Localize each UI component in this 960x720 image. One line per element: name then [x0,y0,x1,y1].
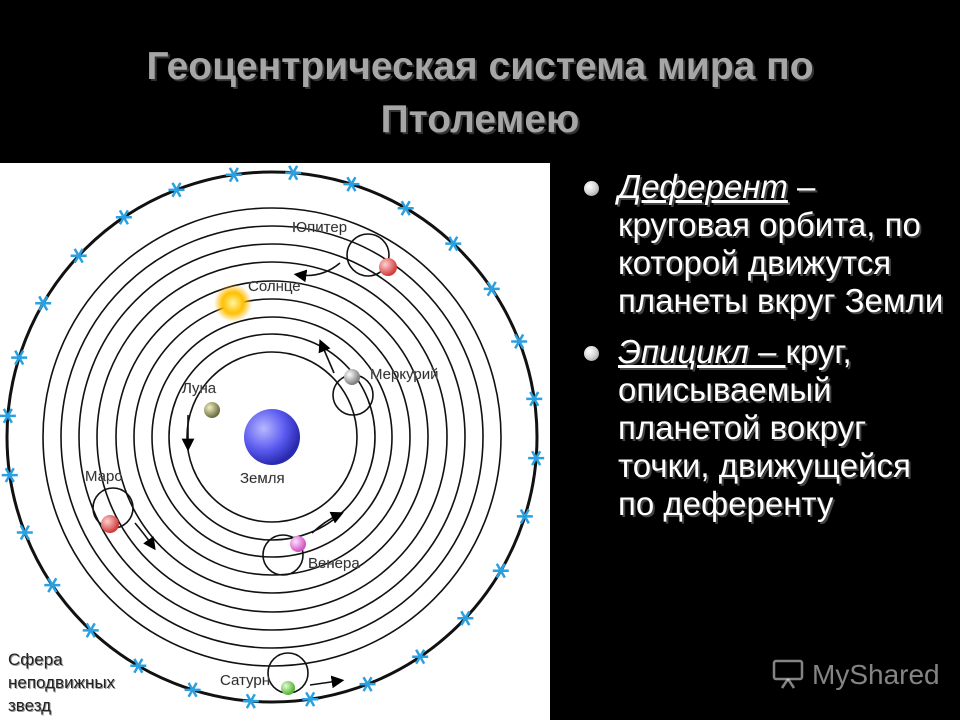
moon-body [204,402,220,418]
bullet-icon [584,181,599,196]
saturn-label: Сатурн [220,672,271,689]
jupiter-label: Юпитер [292,219,348,236]
star-icon [226,168,242,182]
star-icon [493,564,509,578]
star-icon [360,677,376,691]
mars-label: Марс [85,468,122,485]
orbit-diagram-svg [0,163,550,720]
earth-planet [244,409,300,465]
watermark [770,655,950,695]
star-icon [511,335,527,349]
slide-title-line-1: Геоцентрическая система мира по [146,45,814,88]
definition-list [578,168,950,536]
slide-title-line-2: Птолемею [380,98,580,141]
list-item-epicycle [578,333,950,523]
sun-label: Солнце [248,278,301,295]
sun-body [214,284,252,322]
venus-planet [290,536,306,552]
definition-epicycle: круг, описываемый планетой вокруг точки, движущейся по деференту [618,333,911,522]
star-icon [302,692,318,706]
sphere-label-line-2: неподвижных [8,673,116,692]
sphere-label-line-1: Сфера [8,650,63,669]
venus-arrow [312,515,338,533]
star-icon [44,578,60,592]
star-icon [343,177,359,191]
star-icon [484,282,500,296]
moon-label: Луна [182,380,217,397]
star-icon [185,683,201,697]
geocentric-diagram [0,163,550,720]
earth-label: Земля [240,470,285,487]
mercury-planet [344,369,360,385]
star-icon [285,166,301,180]
jupiter-planet [379,258,397,276]
term-deferent: Деферент [618,168,788,205]
sphere-label-line-3: звезд [8,696,52,715]
saturn-arrow [310,681,338,685]
slide-title [0,40,960,146]
mercury-label: Меркурий [370,366,439,383]
term-epicycle: Эпицикл – [618,333,786,370]
fixed-star-sphere-label [8,648,115,717]
star-icon [243,694,259,708]
venus-label: Венера [308,555,360,572]
watermark-text: MyShared [812,659,940,690]
motion-arrows [135,263,340,685]
mars-planet [101,515,119,533]
star-icon [17,526,33,540]
bullet-icon [584,346,599,361]
presentation-board-icon [770,655,806,691]
definition-deferent: – круговая орбита, по которой движутся планеты вкруг Земли [618,168,944,319]
saturn-planet [281,681,295,695]
list-item-deferent [578,168,950,320]
star-icon [168,183,184,197]
star-icon [35,296,51,310]
